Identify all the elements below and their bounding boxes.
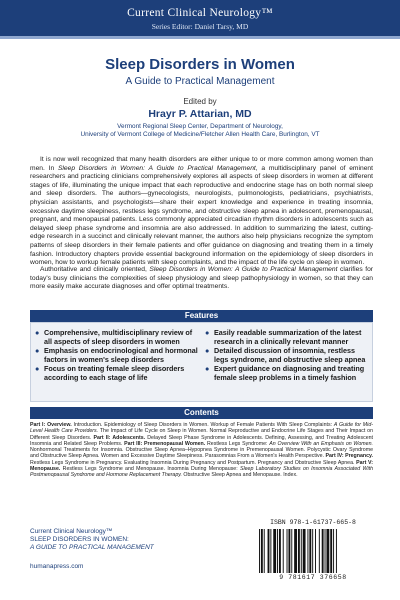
bullet-icon: ● bbox=[205, 364, 210, 374]
barcode-bar bbox=[309, 529, 311, 573]
part-label: Part I: Overview. bbox=[30, 422, 72, 428]
desc-p1-text-a: It is now well recognized that many health disorders are either unique to or more common among women than men. In bbox=[30, 156, 373, 172]
barcode-bar bbox=[270, 529, 271, 573]
barcode-bar bbox=[301, 529, 302, 573]
barcode-bar bbox=[259, 529, 260, 573]
bullet-icon: ● bbox=[35, 364, 40, 374]
barcode-bar bbox=[333, 529, 334, 573]
bullet-icon: ● bbox=[35, 346, 40, 356]
header-divider bbox=[0, 36, 400, 39]
barcode-bar bbox=[315, 529, 316, 573]
publisher-url: humanapress.com bbox=[30, 563, 84, 570]
part-text: Restless Legs Syndrome in Pregnancy. Evaluating Insomnia During Pregnancy and Postpartum. Pregnancy and Obstructive Sleep Apnea. bbox=[30, 459, 357, 466]
bullet-icon: ● bbox=[35, 328, 40, 337]
part-text: Restless Legs Syndrome: bbox=[205, 440, 270, 447]
barcode-bar bbox=[307, 529, 308, 573]
part-text: Delayed Sleep Phase Syndrome in Adolescents. Defining, Assessing, and Treating Adolescent Insomnia and Related Sleep Problems. bbox=[30, 434, 373, 447]
contents-heading: Contents bbox=[30, 407, 373, 419]
feature-item bbox=[35, 347, 200, 364]
part-text: The Impact of Life Cycle on Sleep in Women. Normal Reproductive and Endocrine Life Stages and Their Impact on Different Sleep Disorders. bbox=[30, 428, 373, 441]
part-text: Nonhormonal Treatments for Insomnia. Obstructive Sleep Apnea–Hypopnea Syndrome in Premenopausal Women. Polycystic Ovary Syndrome and Obstructive Sleep Apnea. Women and Excessive Daytime Sleepiness. Parasomnias From a Women's Health Perspective. bbox=[30, 447, 373, 460]
feature-item bbox=[35, 329, 200, 346]
desc-p2-text-a: Authoritative and clinically oriented, bbox=[40, 266, 150, 273]
barcode-bar bbox=[291, 529, 292, 573]
desc-p2-text-b: clarifies for today's busy clinicians the complexities of sleep physiology and sleep pathophysiology in women, so that they can more easily make accurate diagnoses and offer optimal treatments. bbox=[30, 266, 374, 291]
feature-text: Expert guidance on diagnosing and treating female sleep problems in a timely fashion bbox=[214, 364, 365, 382]
barcode-bar bbox=[325, 529, 326, 573]
barcode-bar bbox=[277, 529, 278, 573]
barcode-bar bbox=[288, 529, 290, 573]
barcode-bar bbox=[279, 529, 281, 573]
barcode-bar bbox=[283, 529, 284, 573]
feature-text: Comprehensive, multidisciplinary review of all aspects of sleep disorders in women bbox=[44, 328, 193, 346]
part-italic: An Overview With an Emphasis on Women. bbox=[269, 440, 373, 447]
editor-name: Hrayr P. Attarian, MD bbox=[148, 108, 252, 120]
barcode-icon bbox=[259, 529, 367, 573]
series-editor: Series Editor: Daniel Tarsy, MD bbox=[151, 22, 249, 31]
editor-affiliation-line-2: University of Vermont College of Medicine/Fletcher Allen Health Care, Burlington, VT bbox=[80, 131, 320, 138]
barcode-bar bbox=[298, 529, 300, 573]
barcode-digits: 9 781617 376658 bbox=[279, 574, 347, 581]
barcode-bar bbox=[330, 529, 332, 573]
barcode-bar bbox=[322, 529, 324, 573]
description-paragraph-1 bbox=[30, 156, 373, 268]
features-heading: Features bbox=[30, 310, 373, 322]
footer-series-line: Current Clinical Neurology™ bbox=[30, 528, 113, 535]
barcode-bar bbox=[303, 529, 306, 573]
feature-item bbox=[205, 347, 370, 364]
series-title: Current Clinical Neurology™ bbox=[127, 7, 273, 19]
description-paragraph-2 bbox=[30, 266, 373, 292]
footer-series-info bbox=[30, 528, 154, 552]
isbn-text: ISBN 978-1-61737-665-8 bbox=[270, 519, 356, 526]
feature-text: Easily readable summarization of the latest research in a clinically relevant manner bbox=[214, 328, 362, 346]
book-title: Sleep Disorders in Women bbox=[105, 56, 295, 73]
part-text: Obstructive Sleep Apnea and Menopause. Index. bbox=[181, 472, 298, 479]
desc-p1-book-title: Sleep Disorders in Women: A Guide to Practical Management bbox=[57, 164, 256, 172]
features-left-column bbox=[35, 329, 200, 384]
footer-title-line-1: SLEEP DISORDERS IN WOMEN: bbox=[30, 536, 129, 543]
barcode-bar bbox=[336, 529, 337, 573]
part-label: Part II: Adolescents. bbox=[93, 434, 146, 441]
part-label: Part III: Premenopausal Women. bbox=[124, 440, 206, 447]
barcode-bar bbox=[312, 529, 313, 573]
part-label: Part IV: Pregnancy. bbox=[325, 453, 373, 460]
barcode-bar bbox=[294, 529, 297, 573]
part-italic: A Guide for Mid-Level Health Care Providers. bbox=[30, 422, 374, 435]
desc-p2-book-title: Sleep Disorders in Women: A Guide to Practical Management bbox=[149, 266, 338, 273]
isbn-barcode bbox=[253, 519, 373, 585]
barcode-bar bbox=[264, 529, 265, 573]
feature-text: Focus on treating female sleep disorders according to each stage of life bbox=[44, 364, 185, 382]
feature-item bbox=[35, 365, 200, 382]
bullet-icon: ● bbox=[205, 346, 210, 356]
book-subtitle: A Guide to Practical Management bbox=[125, 76, 275, 87]
features-box bbox=[30, 322, 373, 402]
feature-text: Emphasis on endocrinological and hormonal factors in women's sleep disorders bbox=[44, 346, 198, 364]
bullet-icon: ● bbox=[205, 328, 210, 337]
contents-text bbox=[30, 422, 373, 479]
feature-item bbox=[205, 365, 370, 382]
edited-by-label: Edited by bbox=[183, 97, 217, 106]
barcode-bar bbox=[326, 529, 329, 573]
feature-text: Detailed discussion of insomnia, restless legs syndrome, and obstructive sleep apnea bbox=[214, 346, 366, 364]
desc-p1-text-b: , a multidisciplinary panel of eminent researchers and practicing clinicians comprehensively explores all aspects of sleep disorders in women at different stages of life, illuminating the unique impact that each reproductive and endocrine stage has on both normal sleep and sleep disorders. The authors—gynecologists, neurologists, pulmonologists, pediatricians, psychiatrists, physician assistants, and psychologists—share their expert knowledge and experience in treating insomnia, excessive daytime sleepiness, restless legs syndrome, and obstructive sleep apnea in adolescent, premenopausal, pregnant, and menopausal patients. Less commonly appreciated circadian rhythm disorders in adolescents such as delayed sleep phase syndrome and insomnia are also addressed. In addition to summarizing the latest, cutting-edge research in a succinct and clinically relevant manner, the authors also help physicians recognize the symptom patterns of sleep disorders in their female patients and offer guidance on diagnosing and treating them in a timely fashion. Introductory chapters provide essential background information on the epidemiology of sleep disorders in women, how to workup female patients with sleep complaints, and the impact of the life cycle on sleep in women. bbox=[30, 164, 374, 267]
barcode-bar bbox=[273, 529, 276, 573]
footer-title-line-2: A GUIDE TO PRACTICAL MANAGEMENT bbox=[30, 544, 154, 551]
feature-item bbox=[205, 329, 370, 346]
part-italic: Sleep Laboratory Studies on Insomnia Associated With Postmenopausal Syndrome and Hormone Replacement Therapy. bbox=[30, 466, 373, 479]
barcode-bar bbox=[261, 529, 263, 573]
barcode-bar bbox=[319, 529, 320, 573]
barcode-bar bbox=[268, 529, 270, 573]
editor-affiliation-line-1: Vermont Regional Sleep Center, Department of Neurology, bbox=[117, 123, 283, 130]
part-text: Restless Legs Syndrome and Menopause. Insomnia During Menopause: bbox=[60, 466, 240, 473]
barcode-bar bbox=[287, 529, 288, 573]
features-right-column bbox=[205, 329, 370, 384]
part-label: Part V: Menopause. bbox=[30, 459, 373, 473]
part-text: Introduction. Epidemiology of Sleep Disorders in Women. Workup of Female Patients With Sleep Complaints: bbox=[71, 422, 334, 428]
